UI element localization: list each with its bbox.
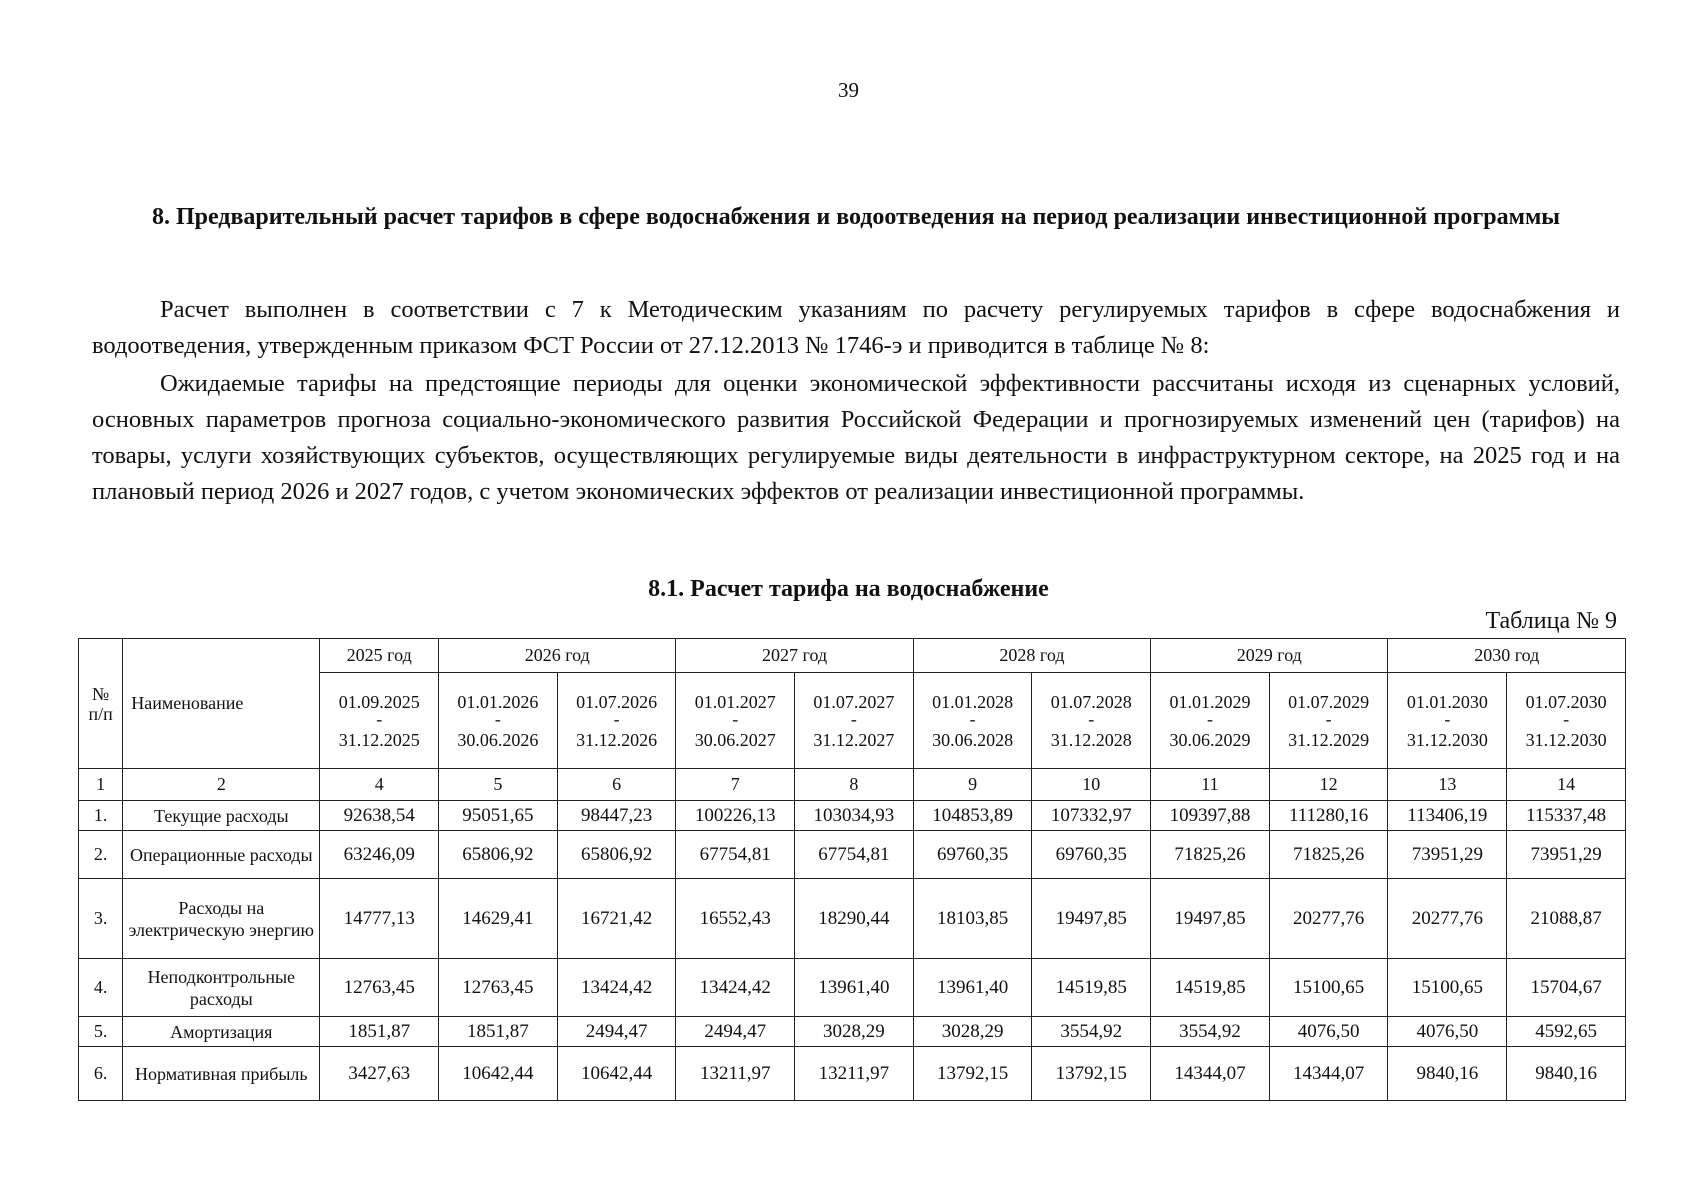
row-name: Неподконтрольные расходы	[123, 959, 320, 1017]
period-header	[557, 673, 676, 769]
value-cell: 13961,40	[795, 959, 914, 1017]
value-cell: 4076,50	[1388, 1017, 1507, 1047]
period-start: 01.01.2028	[932, 691, 1014, 712]
value-cell: 14629,41	[439, 879, 558, 959]
value-cell: 15100,65	[1269, 959, 1388, 1017]
row-number: 2.	[79, 831, 123, 879]
value-cell: 14344,07	[1151, 1047, 1270, 1101]
period-dash: -	[850, 708, 857, 729]
value-cell: 15704,67	[1507, 959, 1626, 1017]
period-end: 30.06.2027	[694, 729, 776, 750]
period-header	[913, 673, 1032, 769]
row-number: 3.	[79, 879, 123, 959]
value-cell: 3427,63	[320, 1047, 439, 1101]
period-dash: -	[969, 708, 976, 729]
value-cell: 92638,54	[320, 801, 439, 831]
value-cell: 3554,92	[1032, 1017, 1151, 1047]
period-header	[795, 673, 914, 769]
index-cell: 9	[913, 769, 1032, 801]
period-start: 01.01.2027	[694, 691, 776, 712]
index-cell: 4	[320, 769, 439, 801]
value-cell: 4592,65	[1507, 1017, 1626, 1047]
period-dash: -	[1088, 708, 1095, 729]
value-cell: 18103,85	[913, 879, 1032, 959]
period-header	[1032, 673, 1151, 769]
row-number: 6.	[79, 1047, 123, 1101]
period-end: 30.06.2029	[1169, 729, 1251, 750]
period-start: 01.01.2030	[1406, 691, 1488, 712]
index-cell: 13	[1388, 769, 1507, 801]
row-name: Амортизация	[123, 1017, 320, 1047]
value-cell: 13792,15	[1032, 1047, 1151, 1101]
value-cell: 71825,26	[1269, 831, 1388, 879]
value-cell: 3028,29	[795, 1017, 914, 1047]
value-cell: 109397,88	[1151, 801, 1270, 831]
value-cell: 69760,35	[1032, 831, 1151, 879]
table-row	[79, 959, 1626, 1017]
value-cell: 67754,81	[676, 831, 795, 879]
table-row	[79, 1047, 1626, 1101]
value-cell: 13424,42	[557, 959, 676, 1017]
value-cell: 20277,76	[1269, 879, 1388, 959]
tariff-table	[78, 638, 1626, 1101]
period-start: 01.01.2026	[457, 691, 539, 712]
value-cell: 104853,89	[913, 801, 1032, 831]
row-name: Расходы на электрическую энергию	[123, 879, 320, 959]
paragraph-method: Расчет выполнен в соответствии с 7 к Методическим указаниям по расчету регулируемых тарифов в сфере водоснабжения и водоотведения, утвержденным приказом ФСТ России от 27.12.2013 № 1746-э и приводится в таблице № 8:	[92, 296, 1620, 359]
row-number: 1.	[79, 801, 123, 831]
value-cell: 14519,85	[1032, 959, 1151, 1017]
index-cell: 14	[1507, 769, 1626, 801]
year-header-2030: 2030 год	[1388, 639, 1626, 673]
period-header	[1151, 673, 1270, 769]
year-header-row	[79, 639, 1626, 673]
row-number: 4.	[79, 959, 123, 1017]
col-no-header: № п/п	[79, 639, 123, 769]
value-cell: 1851,87	[320, 1017, 439, 1047]
period-start: 01.07.2030	[1525, 691, 1607, 712]
table-row	[79, 879, 1626, 959]
index-cell: 12	[1269, 769, 1388, 801]
year-header-2025: 2025 год	[320, 639, 439, 673]
value-cell: 67754,81	[795, 831, 914, 879]
value-cell: 21088,87	[1507, 879, 1626, 959]
year-header-2026: 2026 год	[439, 639, 676, 673]
row-name: Операционные расходы	[123, 831, 320, 879]
period-dash: -	[613, 708, 620, 729]
value-cell: 12763,45	[439, 959, 558, 1017]
period-end: 31.12.2026	[576, 729, 658, 750]
period-dash: -	[494, 708, 501, 729]
value-cell: 20277,76	[1388, 879, 1507, 959]
col-name-header: Наименование	[123, 639, 320, 769]
index-cell: 2	[123, 769, 320, 801]
value-cell: 14344,07	[1269, 1047, 1388, 1101]
table-caption: Таблица № 9	[1485, 608, 1617, 634]
period-header	[676, 673, 795, 769]
value-cell: 95051,65	[439, 801, 558, 831]
period-end: 31.12.2030	[1525, 729, 1607, 750]
page-number: 39	[838, 78, 859, 102]
value-cell: 19497,85	[1032, 879, 1151, 959]
period-dash: -	[376, 708, 383, 729]
value-cell: 16721,42	[557, 879, 676, 959]
value-cell: 103034,93	[795, 801, 914, 831]
index-cell: 8	[795, 769, 914, 801]
period-dash: -	[1563, 708, 1570, 729]
paragraph-expected-tariffs: Ожидаемые тарифы на предстоящие периоды для оценки экономической эффективности рассчитаны исходя из сценарных условий, основных параметров прогноза социально-экономического развития Российской Федерации и прогнозируемых изменений цен (тарифов) на товары, услуги хозяйствующих субъектов, осуществляющих регулируемые виды деятельности в инфраструктурном секторе, на 2025 год и на плановый период 2026 и 2027 годов, с учетом экономических эффектов от реализации инвестиционной программы.	[92, 370, 1620, 505]
table-row	[79, 801, 1626, 831]
value-cell: 73951,29	[1507, 831, 1626, 879]
year-header-2029: 2029 год	[1151, 639, 1388, 673]
value-cell: 16552,43	[676, 879, 795, 959]
period-start: 01.09.2025	[338, 691, 420, 712]
value-cell: 2494,47	[557, 1017, 676, 1047]
value-cell: 18290,44	[795, 879, 914, 959]
value-cell: 9840,16	[1388, 1047, 1507, 1101]
period-end: 31.12.2028	[1050, 729, 1132, 750]
table-subheading: 8.1. Расчет тарифа на водоснабжение	[648, 576, 1049, 602]
value-cell: 115337,48	[1507, 801, 1626, 831]
value-cell: 13211,97	[676, 1047, 795, 1101]
index-cell: 7	[676, 769, 795, 801]
value-cell: 2494,47	[676, 1017, 795, 1047]
period-dash: -	[732, 708, 739, 729]
value-cell: 14777,13	[320, 879, 439, 959]
period-end: 31.12.2029	[1288, 729, 1370, 750]
value-cell: 3554,92	[1151, 1017, 1270, 1047]
period-start: 01.07.2029	[1288, 691, 1370, 712]
period-end: 30.06.2028	[932, 729, 1014, 750]
value-cell: 73951,29	[1388, 831, 1507, 879]
value-cell: 111280,16	[1269, 801, 1388, 831]
value-cell: 107332,97	[1032, 801, 1151, 831]
index-row	[79, 769, 1626, 801]
period-start: 01.07.2026	[576, 691, 658, 712]
value-cell: 3028,29	[913, 1017, 1032, 1047]
value-cell: 65806,92	[439, 831, 558, 879]
value-cell: 13211,97	[795, 1047, 914, 1101]
period-header	[320, 673, 439, 769]
value-cell: 9840,16	[1507, 1047, 1626, 1101]
year-header-2028: 2028 год	[913, 639, 1150, 673]
value-cell: 1851,87	[439, 1017, 558, 1047]
period-end: 31.12.2027	[813, 729, 895, 750]
value-cell: 4076,50	[1269, 1017, 1388, 1047]
value-cell: 14519,85	[1151, 959, 1270, 1017]
value-cell: 69760,35	[913, 831, 1032, 879]
value-cell: 10642,44	[557, 1047, 676, 1101]
period-header	[1269, 673, 1388, 769]
row-name: Нормативная прибыль	[123, 1047, 320, 1101]
value-cell: 100226,13	[676, 801, 795, 831]
index-cell: 1	[79, 769, 123, 801]
year-header-2027: 2027 год	[676, 639, 913, 673]
value-cell: 19497,85	[1151, 879, 1270, 959]
value-cell: 10642,44	[439, 1047, 558, 1101]
value-cell: 113406,19	[1388, 801, 1507, 831]
value-cell: 12763,45	[320, 959, 439, 1017]
value-cell: 13792,15	[913, 1047, 1032, 1101]
period-end: 30.06.2026	[457, 729, 539, 750]
value-cell: 98447,23	[557, 801, 676, 831]
period-start: 01.07.2028	[1050, 691, 1132, 712]
value-cell: 65806,92	[557, 831, 676, 879]
table-row	[79, 1017, 1626, 1047]
period-end: 31.12.2030	[1406, 729, 1488, 750]
value-cell: 71825,26	[1151, 831, 1270, 879]
value-cell: 13424,42	[676, 959, 795, 1017]
index-cell: 10	[1032, 769, 1151, 801]
period-end: 31.12.2025	[338, 729, 420, 750]
index-cell: 11	[1151, 769, 1270, 801]
period-dash: -	[1325, 708, 1332, 729]
value-cell: 13961,40	[913, 959, 1032, 1017]
index-cell: 5	[439, 769, 558, 801]
section-heading: 8. Предварительный расчет тарифов в сфере водоснабжения и водоотведения на период реализации инвестиционной программы	[151, 204, 1561, 230]
period-header	[1388, 673, 1507, 769]
period-header	[1507, 673, 1626, 769]
period-dash: -	[1206, 708, 1213, 729]
period-start: 01.01.2029	[1169, 691, 1251, 712]
index-cell: 6	[557, 769, 676, 801]
table-row	[79, 831, 1626, 879]
row-name: Текущие расходы	[123, 801, 320, 831]
row-number: 5.	[79, 1017, 123, 1047]
period-header	[439, 673, 558, 769]
period-start: 01.07.2027	[813, 691, 895, 712]
value-cell: 15100,65	[1388, 959, 1507, 1017]
period-dash: -	[1444, 708, 1451, 729]
value-cell: 63246,09	[320, 831, 439, 879]
